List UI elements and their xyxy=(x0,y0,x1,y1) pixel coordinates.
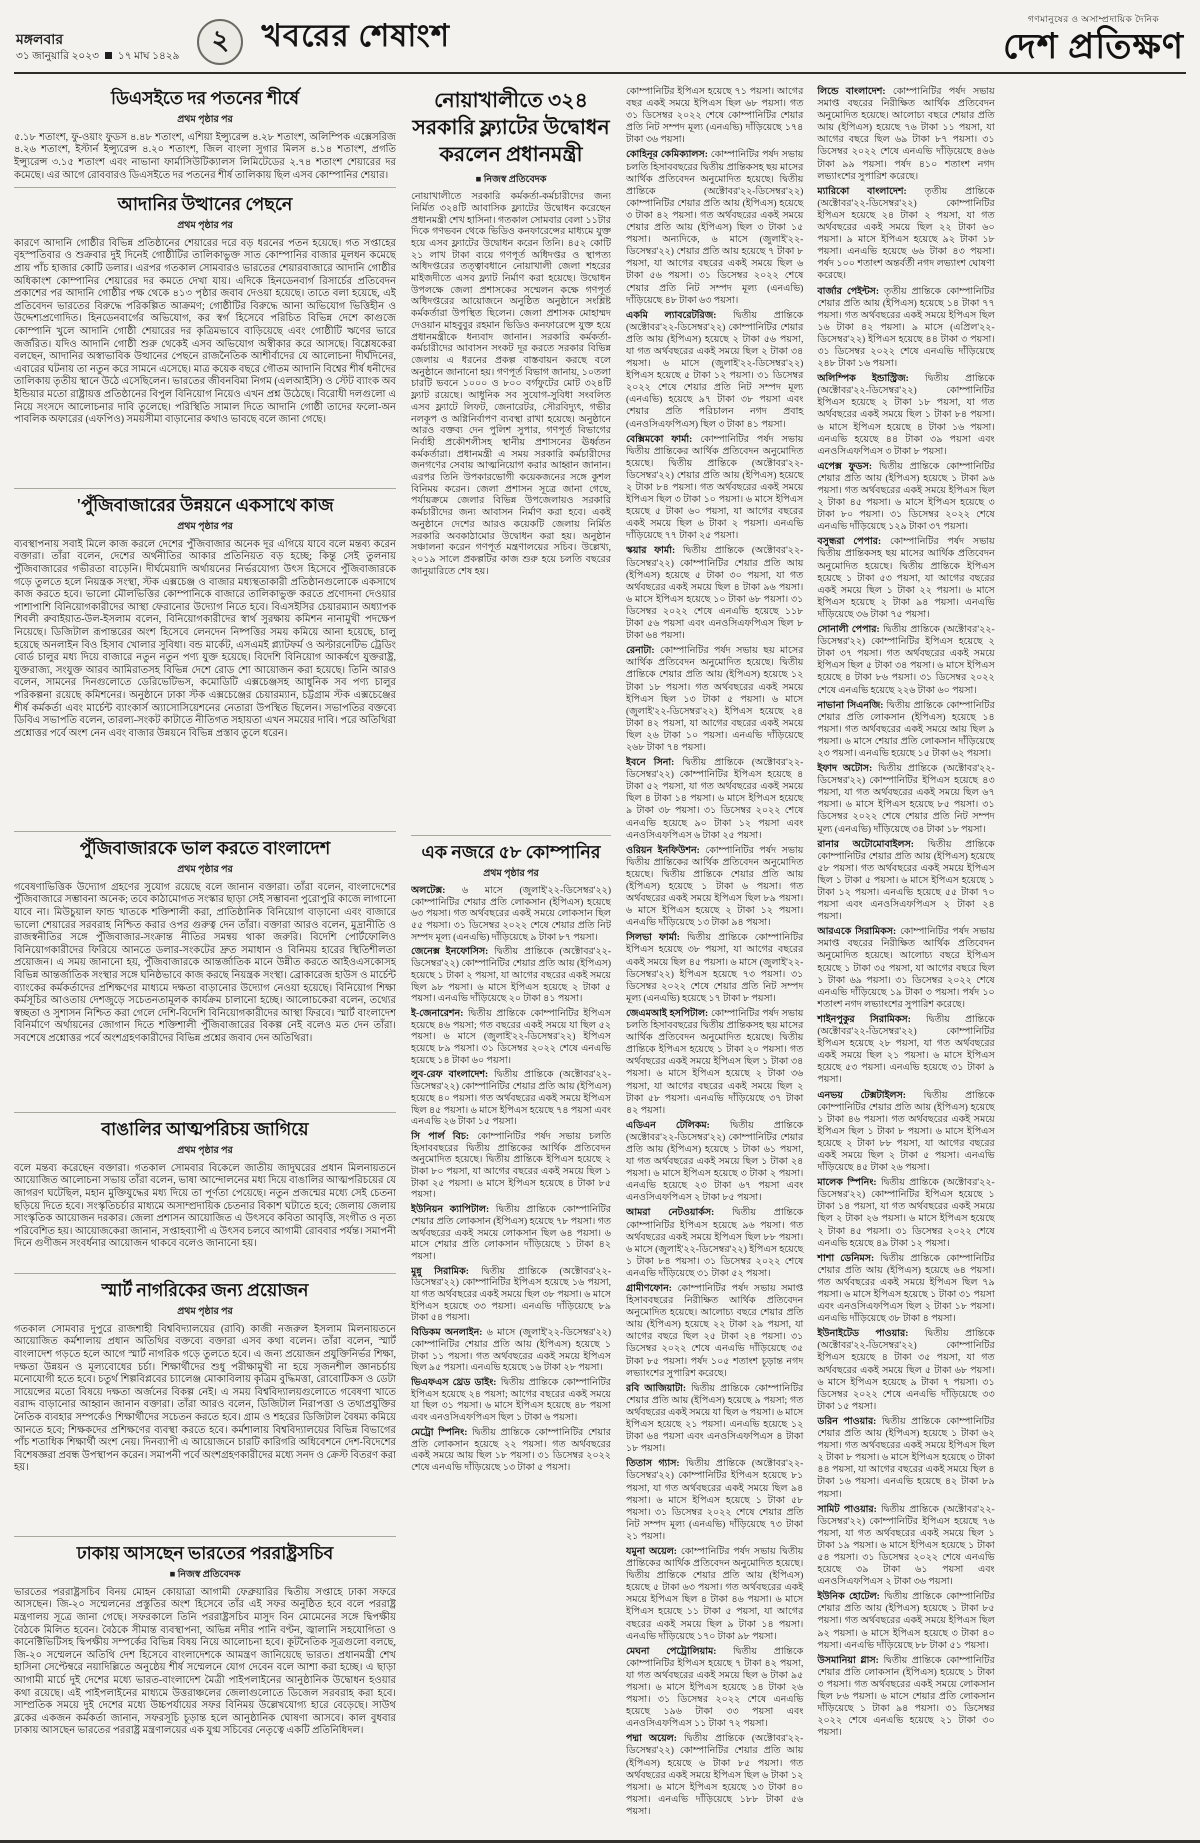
company-report xyxy=(411,1328,611,1375)
article-body: ভারতের পররাষ্ট্রসচিব বিনয় মোহন কোয়াত্রা আগামী ফেব্রুয়ারির দ্বিতীয় সপ্তাহে ঢাকা সফরে আসছেন। জি-২০ সম্মেলনের প্রস্তুতির অংশ হিসেবে তাঁর এই সফর অনুষ্ঠিত হবে বলে পররাষ্ট্র মন্ত্রণালয় সূত্রে জানা গেছে। সফরকালে তিনি পররাষ্ট্রসচিব মাসুদ বিন মোমেনের সঙ্গে দ্বিপক্ষীয় বৈঠকে মিলিত হবেন। বৈঠকে সীমান্ত ব্যবস্থাপনা, অভিন্ন নদীর পানি বণ্টন, জ্বালানি সহযোগিতা ও কানেক্টিভিটিসহ দ্বিপক্ষীয় সম্পর্কের বিভিন্ন বিষয় নিয়ে আলোচনা হবে। কূটনৈতিক সূত্রগুলো বলছে, জি-২০ সম্মেলনে অতিথি দেশ হিসেবে বাংলাদেশকে আমন্ত্রণ জানিয়েছে ভারত। প্রধানমন্ত্রী শেখ হাসিনা সেপ্টেম্বরে নয়াদিল্লিতে অনুষ্ঠেয় শীর্ষ সম্মেলনে যোগ দেবেন বলে আশা করা হচ্ছে। এ ছাড়া আগামী মার্চে দুই দেশের মধ্যে ভারত-বাংলাদেশ মৈত্রী পাইপলাইনের আনুষ্ঠানিক উদ্বোধন হওয়ার কথা রয়েছে। এই পাইপলাইনের মাধ্যমে উত্তরাঞ্চলের জেলাগুলোতে ডিজেল সরবরাহ করা হবে। সাম্প্রতিক সময়ে দুই দেশের মধ্যে উচ্চপর্যায়ের সফর বিনিময় উল্লেখযোগ্য হারে বেড়েছে। সাউথ ব্লকের একজন কর্মকর্তা জানান, সফরসূচি চূড়ান্ত হলে আনুষ্ঠানিক ঘোষণা আসবে। কাল বুধবার ঢাকায় আসছেন ভারতের পররাষ্ট্র মন্ত্রণালয়ের এক যুগ্ম সচিবের নেতৃত্বে একটি প্রতিনিধিদল। xyxy=(14,1586,396,1737)
company-name: বেক্সিমকো ফার্মা: xyxy=(626,434,693,445)
company-report xyxy=(817,1253,994,1326)
company-report xyxy=(411,1205,611,1264)
company-report-text: কোম্পানিটির পর্ষদ সভায় চলতি হিসাববছরের দ্বিতীয় প্রান্তিকসহ ছয় মাসের আর্থিক প্রতিবেদন অনুমোদিত হয়েছে। দ্বিতীয় প্রান্তিকে (অক্টোবর'২২-ডিসেম্বর'২২) কোম্পানিটির শেয়ার প্রতি আয় (ইপিএস) হয়েছে ৩ টাকা ৪২ পয়সা। গত অর্থবছরের একই সময়ে শেয়ার প্রতি আয় (ইপিএস) ছিল ৩ টাকা ১৫ পয়সা। অন্যদিকে, ৬ মাসে (জুলাই'২২-ডিসেম্বর'২২) শেয়ার প্রতি আয় হয়েছে ৭ টাকা ৮ পয়সা, যা আগের বছরের একই সময়ে ছিল ৬ টাকা ৫৬ পয়সা। ৩১ ডিসেম্বর ২০২২ শেষে শেয়ার প্রতি নিট সম্পদ মূল্য (এনএভি) দাঁড়িয়েছে ৪৮ টাকা ৬৩ পয়সা। xyxy=(626,150,804,306)
masthead-dateblock xyxy=(16,32,179,65)
weekday-label: মঙ্গলবার xyxy=(16,33,64,49)
company-report-text: দ্বিতীয় প্রান্তিকে (অক্টোবর'২২-ডিসেম্বর'২২) কোম্পানিটির ইপিএস হয়েছে ২ টাকা ১৮ পয়সা, যা গত অর্থবছরের একই সময়ে ছিল ১ টাকা ৮৪ পয়সা। ৬ মাসে ইপিএস হয়েছে ৪ টাকা ১৬ পয়সা। এনএভি হয়েছে ৪৪ টাকা ৩৯ পয়সা এবং এনওসিএফপিএস ৩ টাকা ৮ পয়সা। xyxy=(817,374,995,457)
company-reports-section xyxy=(626,82,1186,1826)
company-report-text: দ্বিতীয় প্রান্তিকে (অক্টোবর'২২-ডিসেম্বর'২২) কোম্পানিটির শেয়ার প্রতি আয় (ইপিএস) হয়েছে ২ টাকা ৫৬ পয়সা, যা গত অর্থবছরের একই সময়ে ছিল ২ টাকা ৩৪ পয়সা। ৬ মাসে (জুলাই'২২-ডিসেম্বর'২২) ইপিএস হয়েছে ৫ টাকা ১২ পয়সা। ৩১ ডিসেম্বর ২০২২ শেষে শেয়ার প্রতি নিট সম্পদ মূল্য (এনএভি) হয়েছে ৯৭ টাকা ৩৮ পয়সা এবং শেয়ার প্রতি পরিচালন নগদ প্রবাহ (এনওসিএফপিএস) ছিল ৩ টাকা ৪১ পয়সা। xyxy=(626,310,804,430)
company-name: যমুনা অয়েল: xyxy=(626,1546,677,1557)
article-byline: ■ নিজস্ব প্রতিবেদক xyxy=(169,1569,241,1580)
company-report-text: কোম্পানিটির পর্ষদ সভায় সমাপ্ত বছরের নিরীক্ষিত আর্থিক প্রতিবেদন অনুমোদিত হয়েছে। আলোচ্য বছরে শেয়ার প্রতি আয় (ইপিএস) হয়েছে ৭৬ টাকা ১১ পয়সা, যা আগের বছরে ছিল ৬৯ টাকা ৮৭ পয়সা। ৩১ ডিসেম্বর ২০২২ শেষে এনএভি দাঁড়িয়েছে ৪৬৬ টাকা ৯৯ পয়সা। পর্ষদ ৪১০ শতাংশ নগদ লভ্যাংশের সুপারিশ করেছে। xyxy=(817,87,995,182)
article xyxy=(14,1273,396,1531)
article-byline: প্রথম পৃষ্ঠার পর xyxy=(177,1306,233,1317)
company-report-text: দ্বিতীয় প্রান্তিকে (অক্টোবর'২২-ডিসেম্বর'২২) কোম্পানিটির ইপিএস হয়েছে ২ টাকা ৩৭ পয়সা। গত অর্থবছরের একই সময়ে ইপিএস ছিল ৫ টাকা ৩৪ পয়সা। ৬ মাসে ইপিএস হয়েছে ৪ টাকা ৮৬ পয়সা। ৩১ ডিসেম্বর ২০২২ শেষে এনএভি হয়েছে ২২৬ টাকা ৬০ পয়সা। xyxy=(817,625,995,696)
article-headline: বাঙালির আত্মপরিচয় জাগিয়ে xyxy=(101,1119,309,1139)
company-name: এনভয় টেক্সটাইলস: xyxy=(817,1090,906,1101)
company-report xyxy=(411,1132,611,1202)
company-report xyxy=(626,1008,803,1117)
page-number-ornament xyxy=(197,19,243,65)
company-report-text: কোম্পানিটির পর্ষদ সভায় দ্বিতীয় প্রান্তিকের আর্থিক প্রতিবেদন অনুমোদিত হয়েছে। দ্বিতীয় প্রান্তিকে (অক্টোবর'২২-ডিসেম্বর'২২) শেয়ার প্রতি আয় (ইপিএস) হয়েছে ২ টাকা ৮৪ পয়সা। গত অর্থবছরের একই সময়ে ইপিএস ছিল ৩ টাকা ১০ পয়সা। ৬ মাসে ইপিএস হয়েছে ৫ টাকা ৬০ পয়সা, যা আগের বছরের একই সময়ে ছিল ৬ টাকা ২ পয়সা। এনএভি দাঁড়িয়েছে ৭৭ টাকা ২৫ পয়সা। xyxy=(626,434,804,542)
company-name: জেএমআই হসপিটাল: xyxy=(626,1008,709,1019)
company-name: সামিট পাওয়ার: xyxy=(817,1504,877,1515)
article-flats-inauguration xyxy=(411,82,611,830)
article-headline: আদানির উত্থানের পেছনে xyxy=(117,194,293,214)
company-report xyxy=(626,434,803,543)
company-report xyxy=(817,1504,994,1589)
company-report-text: দ্বিতীয় প্রান্তিকে কোম্পানিটির শেয়ার প্রতি আয় (ইপিএস) হয়েছে ৬৪ পয়সা। গত অর্থবছরের একই সময়ে ইপিএস ছিল ৭৯ পয়সা। ৬ মাসে ইপিএস হয়েছে ১ টাকা ৩১ পয়সা এবং এনওসিএফপিএস ছিল ২ টাকা ১৮ পয়সা। এনএভি দাঁড়িয়েছে ৩৮ টাকা ৪ পয়সা। xyxy=(817,1253,995,1325)
company-report xyxy=(817,461,994,534)
company-report xyxy=(817,839,994,924)
article-headline: 'পুঁজিবাজারের উন্নয়নে একসাথে কাজ xyxy=(76,495,334,515)
company-report-text: দ্বিতীয় প্রান্তিকে (অক্টোবর'২২-ডিসেম্বর'২২) কোম্পানিটির ইপিএস হয়েছে ৪ টাকা ৫২ পয়সা, যা গত অর্থবছরের একই সময়ে ছিল ৪ টাকা ১৪ পয়সা। ৬ মাসে ইপিএস হয়েছে ৯ টাকা ৩৮ পয়সা। ৩১ ডিসেম্বর ২০২২ শেষে এনএভি হয়েছে ৯০ টাকা ১২ পয়সা এবং এনওসিএফপিএস ৬ টাকা ২৫ পয়সা। xyxy=(626,758,804,841)
company-report-text: দ্বিতীয় প্রান্তিকে কোম্পানিটির ইপিএস হয়েছে ৩৮ পয়সা, যা আগের বছরের একই সময়ে ছিল ৪৫ পয়সা। ৬ মাসে (জুলাই'২২-ডিসেম্বর'২২) ইপিএস হয়েছে ৭৩ পয়সা। ৩১ ডিসেম্বর ২০২২ শেষে শেয়ার প্রতি নিট সম্পদ মূল্য (এনএভি) হয়েছে ১৭ টাকা ৮ পয়সা। xyxy=(626,933,804,1004)
company-report-text: কোম্পানিটির পর্ষদ সভায় চলতি হিসাববছরের দ্বিতীয় প্রান্তিকের আর্থিক প্রতিবেদন অনুমোদিত হয়েছে। দ্বিতীয় প্রান্তিকে ইপিএস হয়েছে ২ টাকা ৮০ পয়সা, যা আগের বছরের একই সময়ে ছিল ১ টাকা ২৫ পয়সা। ৬ মাসে ইপিএস হয়েছে ৪ টাকা ৮৫ পয়সা। xyxy=(411,1131,611,1201)
company-report xyxy=(626,932,803,1005)
company-report xyxy=(626,757,803,842)
company-report xyxy=(626,1207,803,1280)
company-report-text: দ্বিতীয় প্রান্তিকে (অক্টোবর'২২-ডিসেম্বর'২২) কোম্পানিটির ইপিএস হয়েছে ২৮ পয়সা, যা গত অর্থবছরের একই সময়ে ছিল ২১ পয়সা। ৬ মাসে ইপিএস হয়েছে ৫৩ পয়সা। এনএভি হয়েছে ৩১ টাকা ৯ পয়সা। xyxy=(817,1014,995,1086)
paper-tagline: গণমানুষের ও অসাম্প্রদায়িক দৈনিক xyxy=(1027,14,1160,24)
company-report xyxy=(817,926,994,1011)
company-report-text: দ্বিতীয় প্রান্তিকে কোম্পানিটির শেয়ার প্রতি আয় (ইপিএস) হয়েছে ১ টাকা ৮৫ পয়সা। গত অর্থবছরের একই সময়ে ইপিএস ছিল ৯২ পয়সা। ৬ মাসে ইপিএস হয়েছে ৩ টাকা ৪০ পয়সা। এনএভি দাঁড়িয়েছে ৮৮ টাকা ৫১ পয়সা। xyxy=(817,1592,995,1651)
company-report-text: দ্বিতীয় প্রান্তিকে (অক্টোবর'২২-ডিসেম্বর'২২) কোম্পানিটির ইপিএস হয়েছে ১ টাকা ১৪ পয়সা, যা গত অর্থবছরের একই সময়ে ছিল ২ টাকা ২৬ পয়সা। ৬ মাসে ইপিএস হয়েছে ২ টাকা ৪৫ পয়সা। ৩১ ডিসেম্বর ২০২২ শেষে এনএভি হয়েছে ৪৯ টাকা ১২ পয়সা। xyxy=(817,1178,995,1249)
company-name: অলিম্পিক ইন্ডাস্ট্রিজ: xyxy=(817,374,909,385)
company-report xyxy=(817,536,994,621)
company-report-text: দ্বিতীয় প্রান্তিকে কোম্পানিটির শেয়ার প্রতি লোকসান (ইপিএস) হয়েছে ১৪ পয়সা। গত অর্থবছরের একই সময়ে আয় ছিল ৯ পয়সা। ৬ মাসে শেয়ার প্রতি লোকসান দাঁড়িয়েছে ২৩ পয়সা। এনএভি হয়েছে ১৫ টাকা ৬২ পয়সা। xyxy=(817,700,995,759)
company-name: সি পার্ল বিচ: xyxy=(411,1131,470,1142)
company-name: ম্যারিকো বাংলাদেশ: xyxy=(817,186,907,197)
company-name: এপেক্স ফুডস: xyxy=(817,461,873,472)
company-name: রবি আজিয়াটা: xyxy=(626,1383,687,1394)
company-name: গ্রামীণফোন: xyxy=(626,1284,672,1294)
company-name: মেঘনা পেট্রোলিয়াম: xyxy=(626,1646,717,1657)
company-report xyxy=(626,845,803,930)
company-name: ই-জেনারেশন: xyxy=(411,1008,464,1019)
company-name: রেনাটা: xyxy=(626,646,655,657)
company-report xyxy=(626,1120,803,1205)
company-name: ইউনিয়ন ক্যাপিটাল: xyxy=(411,1205,490,1216)
company-report xyxy=(411,947,611,1006)
paper-name: দেশ প্রতিক্ষণ xyxy=(1003,27,1184,66)
company-report xyxy=(817,1416,994,1501)
company-report-text: ৬ মাসে (জুলাই'২২-ডিসেম্বর'২২) কোম্পানিটির শেয়ার প্রতি আয় (ইপিএস) হয়েছে ১ টাকা ১১ পয়সা। গত অর্থবছরের একই সময়ে ইপিএস ছিল ৯৫ পয়সা। এনএভি হয়েছে ১৬ টাকা ২৮ পয়সা। xyxy=(411,1328,611,1374)
company-report-text: দ্বিতীয় প্রান্তিকে কোম্পানিটির শেয়ার প্রতি আয় (ইপিএস) হয়েছে ১ টাকা ৪৬ পয়সা। গত অর্থবছরের একই সময়ে ইপিএস ছিল ১ টাকা ৮ পয়সা। ৬ মাসে ইপিএস হয়েছে ২ টাকা ৮৮ পয়সা, যা আগের বছরের একই সময়ে ছিল ২ টাকা ৫ পয়সা। এনএভি দাঁড়িয়েছে ৪৫ টাকা ২৬ পয়সা। xyxy=(817,1090,995,1174)
article-headline: স্মার্ট নাগরিকের জন্য প্রয়োজন xyxy=(101,1280,309,1300)
company-report-text: দ্বিতীয় প্রান্তিকে (অক্টোবর'২২-ডিসেম্বর'২২) কোম্পানিটির ইপিএস হয়েছে ৭৬ পয়সা, যা গত অর্থবছরের একই সময়ে ছিল ১ টাকা ১৯ পয়সা। ৬ মাসে ইপিএস হয়েছে ১ টাকা ৫৪ পয়সা। ৩১ ডিসেম্বর ২০২২ শেষে এনএভি হয়েছে ৩৯ টাকা ৬১ পয়সা এবং এনওসিএফপিএস ২ টাকা ৩৬ পয়সা। xyxy=(817,1504,995,1588)
article xyxy=(14,488,396,826)
company-report-text: কোম্পানিটির পর্ষদ সভায় দ্বিতীয় প্রান্তিকের আর্থিক প্রতিবেদন অনুমোদিত হয়েছে। দ্বিতীয় প্রান্তিকে শেয়ার প্রতি আয় (ইপিএস) হয়েছে ৫ টাকা ৬৩ পয়সা। গত অর্থবছরের একই সময়ে ইপিএস ছিল ৪ টাকা ৪৬ পয়সা। ৬ মাসে ইপিএস হয়েছে ১১ টাকা ৫ পয়সা, যা আগের বছরের একই সময়ে ছিল ৯ টাকা ১৪ পয়সা। এনএভি দাঁড়িয়েছে ১৭০ টাকা ৯৮ পয়সা। xyxy=(626,1546,804,1642)
article-byline: প্রথম পৃষ্ঠার পর xyxy=(177,220,233,231)
article xyxy=(14,1112,396,1268)
company-report xyxy=(817,1014,994,1087)
company-report-text: ৬ মাসে (জুলাই'২২-ডিসেম্বর'২২) কোম্পানিটির শেয়ার প্রতি লোকসান (ইপিএস) হয়েছে ৬৩ পয়সা। গত অর্থবছরের একই সময়ে লোকসান ছিল ৫৫ পয়সা। ৩১ ডিসেম্বর ২০২২ শেষে শেয়ার প্রতি নিট সম্পদ মূল্য (এনএভি) দাঁড়িয়েছে ৯ টাকা ৮৭ পয়সা। xyxy=(411,885,611,943)
middle-column xyxy=(411,82,611,1826)
company-report xyxy=(817,186,994,283)
article-byline: প্রথম পৃষ্ঠার পর xyxy=(177,114,233,125)
company-report-text: কোম্পানিটির পর্ষদ সভায় সমাপ্ত বছরের নিরীক্ষিত আর্থিক প্রতিবেদন অনুমোদিত হয়েছে। আলোচ্য বছরে ইপিএস হয়েছে ১ টাকা ৩৫ পয়সা, যা আগের বছরে ছিল ১ টাকা ৬৯ পয়সা। ৩১ ডিসেম্বর ২০২২ শেষে এনএভি দাঁড়িয়েছে ১৯ টাকা ৩ পয়সা। পর্ষদ ১০ শতাংশ নগদ লভ্যাংশের সুপারিশ করেছে। xyxy=(817,927,995,1010)
article-body: কারণে আদানি গোষ্ঠীর বিভিন্ন প্রতিষ্ঠানের শেয়ারের দরে বড় ধরনের পতন হয়েছে। গত সপ্তাহের বৃহস্পতিবার ও শুক্রবার দুই দিনেই গোষ্ঠীটির তালিকাভুক্ত সাত কোম্পানির বাজার মূলধন কমেছে প্রায় পাঁচ হাজার কোটি ডলার। এরপর গতকাল সোমবারও ভারতের শেয়ারবাজারে আদানি গোষ্ঠীর অধিকাংশ কোম্পানির শেয়ারের দর কমতে দেখা যায়। এদিকে হিনডেনবার্গ রিসার্চের প্রতিবেদন প্রকাশের পর আদানি গোষ্ঠীর পক্ষ থেকে ৪১৩ পৃষ্ঠার জবাব দেওয়া হয়েছে। তাতে বলা হয়েছে, এই প্রতিবেদন ভারতের বিরুদ্ধে পরিকল্পিত আক্রমণ; গোষ্ঠীটির বিরুদ্ধে আনা অভিযোগ ভিত্তিহীন ও উদ্দেশ্যপ্রণোদিত। হিনডেনবার্গের অভিযোগ, কর স্বর্গ হিসেবে পরিচিত বিভিন্ন দেশে কাগুজে কোম্পানি খুলে আদানি গোষ্ঠী শেয়ারের দর কৃত্রিমভাবে বাড়িয়েছে এবং গোষ্ঠীটি ঋণের ভারে জর্জরিত। যদিও আদানি গোষ্ঠী শুরু থেকেই এসব অভিযোগ অস্বীকার করে আসছে। বিশ্লেষকেরা বলছেন, আদানির অস্বাভাবিক উত্থানের পেছনে রাজনৈতিক আশীর্বাদের যে আলোচনা দীর্ঘদিনের, এবারের ঘটনায় তা নতুন করে সামনে এসেছে। মাত্র কয়েক বছরে গৌতম আদানি বিশ্বের শীর্ষ ধনীদের তালিকায় তৃতীয় স্থানে উঠে এসেছিলেন। ভারতের জীবনবিমা নিগম (এলআইসি) ও স্টেট ব্যাংক অব ইন্ডিয়ার মতো রাষ্ট্রায়ত্ত প্রতিষ্ঠানের বিপুল বিনিয়োগ নিয়েও এখন প্রশ্ন উঠেছে। বিরোধী দলগুলো এ নিয়ে সংসদে আলোচনার দাবি তুলেছে। পরিস্থিতি সামাল দিতে আদানি গোষ্ঠী তাদের ফলো-অন পাবলিক অফারের (এফপিও) সময়সীমা বাড়ানোর কথাও ভাবছে বলে জানা গেছে। xyxy=(14,237,396,426)
company-report xyxy=(817,1090,994,1175)
company-report-text: দ্বিতীয় প্রান্তিকে কোম্পানিটির ইপিএস হয়েছে ৭ টাকা ৪২ পয়সা, যা গত অর্থবছরের একই সময়ে ছিল ৬ টাকা ৯৫ পয়সা। ৬ মাসে ইপিএস হয়েছে ১৪ টাকা ২৬ পয়সা। ৩১ ডিসেম্বর ২০২২ শেষে এনএভি হয়েছে ১৯৬ টাকা ৩৩ পয়সা এবং এনওসিএফপিএস ১১ টাকা ৭২ পয়সা। xyxy=(626,1646,804,1730)
article-body: ৫.১৮ শতাংশ, ফু-ওয়াং ফুডস ৪.৪৮ শতাংশ, এশিয়া ইন্স্যুরেন্স ৪.২৮ শতাংশ, অলিম্পিক এক্সেসরিজ ৪.২৬ শতাংশ, ইস্টার্ন ইন্স্যুরেন্স ৪.২০ শতাংশ, জিল বাংলা সুগার মিলস ৪.১৪ শতাংশ, প্রগতি ইন্স্যুরেন্স ৩.১৫ শতাংশ এবং নাভানা ফার্মাসিউটিক্যালস লিমিটেডের ২.৭৪ শতাংশ শেয়ারের দর কমেছে। এর আগে রোববারও ডিএসইতে দর পতনের শীর্ষ তালিকায় ছিল এসব কোম্পানির শেয়ার। xyxy=(14,131,396,181)
company-report xyxy=(411,1009,611,1068)
company-report-text: দ্বিতীয় প্রান্তিকে (অক্টোবর'২২-ডিসেম্বর'২২) কোম্পানিটির ইপিএস হয়েছে ৪ টাকা ৩৫ পয়সা, যা গত অর্থবছরের একই সময়ে ছিল ৫ টাকা ৬৮ পয়সা। ৬ মাসে ইপিএস হয়েছে ৯ টাকা ৭ পয়সা। ৩১ ডিসেম্বর ২০২২ শেষে এনএভি দাঁড়িয়েছে ৩৩ টাকা ১৫ পয়সা। xyxy=(817,1329,995,1412)
company-report-text: দ্বিতীয় প্রান্তিকে কোম্পানিটির ইপিএস হয়েছে ২৪ পয়সা; আগের বছরের একই সময়ে যা ছিল ৩১ পয়সা। ৬ মাসে ইপিএস হয়েছে ৪৮ পয়সা এবং এনওসিএফপিএস ছিল ১ টাকা ৬ পয়সা। xyxy=(411,1378,611,1424)
company-name: রানার অটোমোবাইলস: xyxy=(817,839,914,850)
company-report-text: দ্বিতীয় প্রান্তিকে (অক্টোবর'২২-ডিসেম্বর'২২) কোম্পানিটির শেয়ার প্রতি আয় (ইপিএস) হয়েছে ১ টাকা ২ পয়সা, যা আগের বছরের একই সময়ে ছিল ৯৮ পয়সা। ৬ মাসে ইপিএস হয়েছে ২ টাকা ৫ পয়সা। এনএভি দাঁড়িয়েছে ২০ টাকা ৪১ পয়সা। xyxy=(411,947,611,1005)
company-name: ডরিন পাওয়ার: xyxy=(817,1416,877,1427)
company-report xyxy=(626,1383,803,1456)
company-report xyxy=(817,1591,994,1651)
article-byline: প্রথম পৃষ্ঠার পর xyxy=(483,868,539,879)
company-name: কোহিনূর কেমিক্যালস: xyxy=(626,150,708,161)
company-report xyxy=(411,1070,611,1129)
company-report xyxy=(817,1328,994,1413)
company-report xyxy=(626,1546,803,1643)
company-report-text: কোম্পানিটির ইপিএস হয়েছে ৭১ পয়সা। আগের বছর একই সময়ে ইপিএস ছিল ৬৮ পয়সা। গত ৩১ ডিসেম্বর ২০২২ শেষে কোম্পানিটির শেয়ার প্রতি নিট সম্পদ মূল্য (এনএভি) দাঁড়িয়েছে ১৭৪ টাকা ৩৬ পয়সা। xyxy=(626,87,804,146)
company-report-text: দ্বিতীয় প্রান্তিকে (অক্টোবর'২২-ডিসেম্বর'২২) কোম্পানিটির শেয়ার প্রতি আয় (ইপিএস) হয়েছে ৪০ পয়সা। গত অর্থবছরের একই সময়ে ইপিএস ছিল ৪৫ পয়সা। ৬ মাসে ইপিএস হয়েছে ৭৪ পয়সা এবং এনএভি ২৬ টাকা ১৫ পয়সা। xyxy=(411,1070,611,1128)
company-name: আরএকে সিরামিকস: xyxy=(817,927,897,938)
paper-brand xyxy=(1003,12,1184,65)
company-report xyxy=(817,286,994,371)
company-report xyxy=(626,1646,803,1731)
company-report-text: দ্বিতীয় প্রান্তিকে কোম্পানিটির ইপিএস হয়েছে ৯৬ পয়সা। গত অর্থবছরের একই সময়ে ইপিএস ছিল ৮৮ পয়সা। ৬ মাসে (জুলাই'২২-ডিসেম্বর'২২) ইপিএস হয়েছে ১ টাকা ৮৪ পয়সা। ৩১ ডিসেম্বর ২০২২ শেষে এনএভি দাঁড়িয়েছে ৩১ টাকা ৫২ পয়সা। xyxy=(626,1208,804,1279)
company-name: সিলভা ফার্মা: xyxy=(626,933,680,944)
company-name: অলটেক্স: xyxy=(411,885,446,896)
date-bangla: ১৭ মাঘ ১৪২৯ xyxy=(117,50,180,62)
company-report xyxy=(817,1655,994,1740)
company-report xyxy=(411,1267,611,1326)
article xyxy=(14,187,396,483)
article-headline: পুঁজিবাজারকে ভাল করতে বাংলাদেশ xyxy=(79,838,331,858)
article-body: নোয়াখালীতে সরকারি কর্মকর্তা-কর্মচারীদের জন্য নির্মিত ৩২৪টি আবাসিক ফ্ল্যাটের উদ্বোধন করেছেন প্রধানমন্ত্রী শেখ হাসিনা। গতকাল সোমবার বেলা ১১টার দিকে গণভবন থেকে ভিডিও কনফারেন্সের মাধ্যমে যুক্ত হয়ে এসব ফ্ল্যাটের উদ্বোধন করেন তিনি। ৪৫২ কোটি ২১ লাখ টাকা ব্যয়ে গণপূর্ত অধিদপ্তর ও স্থাপত্য অধিদপ্তরের তত্ত্বাবধানে নোয়াখালী জেলা শহরের মাইজদীতে এসব ফ্ল্যাট নির্মাণ করা হয়েছে। উদ্বোধন উপলক্ষে জেলা প্রশাসকের সম্মেলন কক্ষে গণপূর্ত অধিদপ্তরের আয়োজনে অনুষ্ঠিত অনুষ্ঠানে সংশ্লিষ্ট কর্মকর্তারা উপস্থিত ছিলেন। জেলা প্রশাসক মোহাম্মদ দেওয়ান মাহবুবুর রহমান ভিডিও কনফারেন্সে যুক্ত হয়ে প্রধানমন্ত্রীকে ধন্যবাদ জানান। সরকারি কর্মকর্তা-কর্মচারীদের আবাসন সংকট দূর করতে সরকার বিভিন্ন জেলায় এ ধরনের প্রকল্প বাস্তবায়ন করছে বলে অনুষ্ঠানে জানানো হয়। গণপূর্ত বিভাগ জানায়, ১০তলা চারটি ভবনে ১০০০ ও ৮০০ বর্গফুটের মোট ৩২৪টি ফ্ল্যাট রয়েছে। আধুনিক সব সুযোগ-সুবিধা সংবলিত এসব ফ্ল্যাটে লিফট, জেনারেটর, সৌরবিদ্যুৎ, গভীর নলকূপ ও অগ্নিনির্বাপণ ব্যবস্থা রাখা হয়েছে। অনুষ্ঠানে আরও বক্তব্য দেন পুলিশ সুপার, গণপূর্ত বিভাগের নির্বাহী প্রকৌশলীসহ স্থানীয় প্রশাসনের ঊর্ধ্বতন কর্মকর্তারা। প্রধানমন্ত্রী এ সময় সরকারি কর্মচারীদের জনগণের সেবায় আত্মনিয়োগ করার আহ্বান জানান। এরপর তিনি উপকারভোগী কয়েকজনের সঙ্গে কুশল বিনিময় করেন। জেলা প্রশাসন সূত্রে জানা গেছে, পর্যায়ক্রমে জেলার বিভিন্ন উপজেলায়ও সরকারি কর্মচারীদের জন্য আবাসন নির্মাণ করা হবে। একই অনুষ্ঠানে দেশের আরও কয়েকটি জেলায় নির্মিত সরকারি অবকাঠামোর উদ্বোধন করা হয়। অনুষ্ঠান সঞ্চালনা করেন গণপূর্ত মন্ত্রণালয়ের সচিব। উল্লেখ্য, ২০১৯ সালে প্রকল্পটির কাজ শুরু হয়ে চলতি বছরের জানুয়ারিতে শেষ হয়। xyxy=(411,192,611,577)
article xyxy=(14,1536,396,1826)
article-byline: ■ নিজস্ব প্রতিবেদক xyxy=(475,175,547,186)
company-name: মেট্রো স্পিনিং: xyxy=(411,1427,468,1438)
company-name: ইফাদ অটোস: xyxy=(817,764,873,775)
company-name: ইউনিক হোটেল: xyxy=(817,1592,880,1603)
company-report xyxy=(626,1458,803,1543)
date-separator-icon xyxy=(105,52,112,59)
company-name: জেনেক্স ইনফোসিস: xyxy=(411,947,489,958)
company-report-text: দ্বিতীয় প্রান্তিকে (অক্টোবর'২২-ডিসেম্বর'২২) কোম্পানিটির ইপিএস হয়েছে ৪৩ পয়সা, যা গত অর্থবছরের একই সময়ে ছিল ৬৭ পয়সা। ৬ মাসে ইপিএস হয়েছে ৮৫ পয়সা। ৩১ ডিসেম্বর ২০২২ শেষে শেয়ার প্রতি নিট সম্পদ মূল্য (এনএভি) দাঁড়িয়েছে ৩৪ টাকা ১৮ পয়সা। xyxy=(817,764,995,835)
article-body: গতকাল সোমবার দুপুরে রাজশাহী বিশ্ববিদ্যালয়ের (রাবি) কাজী নজরুল ইসলাম মিলনায়তনে আয়োজিত কর্মশালায় প্রধান অতিথির বক্তব্যে বক্তারা এসব কথা বলেন। তাঁরা বলেন, স্মার্ট বাংলাদেশ গড়তে হলে আগে স্মার্ট নাগরিক গড়ে তুলতে হবে। এ জন্য প্রয়োজন প্রযুক্তিনির্ভর শিক্ষা, দক্ষতা উন্নয়ন ও মূল্যবোধের চর্চা। শিক্ষার্থীদের শুধু পরীক্ষামুখী না হয়ে সৃজনশীল জ্ঞানচর্চায় মনোযোগী হতে হবে। চতুর্থ শিল্পবিপ্লবের চ্যালেঞ্জ মোকাবিলায় কৃত্রিম বুদ্ধিমত্তা, রোবোটিকস ও ডেটা সায়েন্সের মতো বিষয়ে দক্ষতা অর্জনের বিকল্প নেই। এ সময় বিশ্ববিদ্যালয়গুলোতে গবেষণা খাতে বরাদ্দ বাড়ানোর আহ্বান জানান বক্তারা। তাঁরা আরও বলেন, ডিজিটাল নিরাপত্তা ও তথ্যপ্রযুক্তির নৈতিক ব্যবহার সম্পর্কেও শিক্ষার্থীদের সচেতন করতে হবে। গ্রাম ও শহরের ডিজিটাল বৈষম্য কমিয়ে আনতে হবে; শিক্ষকদের প্রশিক্ষণের ব্যবস্থা করতে হবে। কর্মশালায় বিশ্ববিদ্যালয়ের বিভিন্ন বিভাগের পাঁচ শতাধিক শিক্ষার্থী অংশ নেয়। দিনব্যাপী এ আয়োজনে চারটি কারিগরি অধিবেশনে দেশ-বিদেশের বিশেষজ্ঞরা প্রবন্ধ উপস্থাপন করেন। সমাপনী পর্বে অংশগ্রহণকারীদের মধ্যে সনদ ও ক্রেস্ট বিতরণ করা হয়। xyxy=(14,1323,396,1474)
company-report-text: দ্বিতীয় প্রান্তিকে কোম্পানিটির ইপিএস হয়েছে ৪৬ পয়সা; গত বছরের একই সময়ে যা ছিল ৫২ পয়সা। ৬ মাসে (জুলাই'২২-ডিসেম্বর'২২) ইপিএস হয়েছে ৮৯ পয়সা। ৩১ ডিসেম্বর ২০২২ শেষে এনএভি হয়েছে ১৪ টাকা ৬০ পয়সা। xyxy=(411,1008,611,1066)
company-report-text: দ্বিতীয় প্রান্তিকে (অক্টোবর'২২-ডিসেম্বর'২২) কোম্পানিটির শেয়ার প্রতি আয় (ইপিএস) হয়েছে ৬ টাকা ৮৫ পয়সা। গত অর্থবছরের একই সময়ে ইপিএস ছিল ৬ টাকা ১২ পয়সা। ৬ মাসে ইপিএস হয়েছে ১৩ টাকা ৪০ পয়সা। এনএভি দাঁড়িয়েছে ১৮৮ টাকা ৫৬ পয়সা। xyxy=(626,1734,804,1817)
company-report xyxy=(817,624,994,697)
article-body: গবেষণাভিত্তিক উদ্যোগ গ্রহণের সুযোগ রয়েছে বলে জানান বক্তারা। তাঁরা বলেন, বাংলাদেশের পুঁজিবাজারে সম্ভাবনা অনেক; তবে কাঠামোগত সংস্কার ছাড়া সেই সম্ভাবনা পুরোপুরি কাজে লাগানো যাবে না। মিউচুয়াল ফান্ড খাতকে শক্তিশালী করা, প্রাতিষ্ঠানিক বিনিয়োগ বাড়ানো এবং বাজারে ভালো শেয়ারের সরবরাহ নিশ্চিত করার ওপর গুরুত্ব দেন তাঁরা। বক্তারা আরও বলেন, মুদ্রানীতি ও রাজস্বনীতির সঙ্গে পুঁজিবাজার-সংক্রান্ত নীতির সমন্বয় থাকা জরুরি। বিদেশি পোর্টফোলিও বিনিয়োগকারীদের ফিরিয়ে আনতে ডলার-সংকটের দ্রুত সমাধান ও বিনিময় হারের স্থিতিশীলতা প্রয়োজন। এ সময় জানানো হয়, পুঁজিবাজারকে আন্তর্জাতিক মানে উন্নীত করতে আইওএসকোসহ বিভিন্ন আন্তর্জাতিক সংস্থার সঙ্গে ঘনিষ্ঠভাবে কাজ করছে নিয়ন্ত্রক সংস্থা। ব্রোকারেজ হাউস ও মার্চেন্ট ব্যাংকের কর্মকর্তাদের প্রশিক্ষণের মাধ্যমে দক্ষতা বাড়ানোর উদ্যোগ নেওয়া হয়েছে। বিনিয়োগ শিক্ষা কর্মসূচির আওতায় দেশজুড়ে সচেতনতামূলক কার্যক্রম চালানো হচ্ছে। আলোচকেরা বলেন, তথ্যের স্বচ্ছতা ও সুশাসন নিশ্চিত করা গেলে দেশি-বিদেশি বিনিয়োগকারীদের আস্থা ফিরবে। স্মার্ট বাংলাদেশ বিনির্মাণে অর্থায়নের জোগান দিতে শক্তিশালী পুঁজিবাজারের বিকল্প নেই বলেও মত দেন তাঁরা। সবশেষে প্রশ্নোত্তর পর্বে অংশগ্রহণকারীদের বিভিন্ন প্রশ্নের জবাব দেন অতিথিরা। xyxy=(14,881,396,1044)
company-report xyxy=(626,645,803,754)
article-byline: প্রথম পৃষ্ঠার পর xyxy=(177,864,233,875)
company-name: উসমানিয়া গ্লাস: xyxy=(817,1655,879,1666)
company-report-text: দ্বিতীয় প্রান্তিকে (অক্টোবর'২২-ডিসেম্বর'২২) কোম্পানিটির ইপিএস হয়েছে ১৬ পয়সা, যা গত অর্থবছরের একই সময়ে ছিল ৩৮ পয়সা। ৬ মাসে ইপিএস হয়েছে ৩৩ পয়সা। এনএভি দাঁড়িয়েছে ৮৯ টাকা ৫৪ পয়সা। xyxy=(411,1266,611,1324)
company-report xyxy=(411,1378,611,1425)
company-report-text: দ্বিতীয় প্রান্তিকে (অক্টোবর'২২-ডিসেম্বর'২২) কোম্পানিটির ইপিএস হয়েছে ৮১ পয়সা, যা গত অর্থবছরের একই সময়ে ছিল ৯৪ পয়সা। ৬ মাসে ইপিএস হয়েছে ১ টাকা ৫৮ পয়সা। ৩১ ডিসেম্বর ২০২২ শেষে শেয়ার প্রতি নিট সম্পদ মূল্য (এনএভি) দাঁড়িয়েছে ৭৩ টাকা ২১ পয়সা। xyxy=(626,1459,804,1542)
article-byline: প্রথম পৃষ্ঠার পর xyxy=(177,521,233,532)
company-report xyxy=(817,700,994,760)
company-report-text: কোম্পানিটির পর্ষদ সভায় চলতি হিসাববছরের দ্বিতীয় প্রান্তিকসহ ছয় মাসের আর্থিক প্রতিবেদন অনুমোদিত হয়েছে। দ্বিতীয় প্রান্তিকে ইপিএস হয়েছে ১ টাকা ২০ পয়সা। গত অর্থবছরের একই সময়ে ইপিএস ছিল ১ টাকা ৩৪ পয়সা। ৬ মাসে ইপিএস হয়েছে ২ টাকা ৩৬ পয়সা, যা আগের বছরের একই সময়ে ছিল ২ টাকা ৫৮ পয়সা। এনএভি দাঁড়িয়েছে ৩৭ টাকা ৪২ পয়সা। xyxy=(626,1008,804,1116)
company-name: বসুন্ধরা পেপার: xyxy=(817,537,882,548)
dateline xyxy=(16,50,179,63)
company-report-text: কোম্পানিটির পর্ষদ সভায় দ্বিতীয় প্রান্তিকের আর্থিক প্রতিবেদন অনুমোদিত হয়েছে। দ্বিতীয় প্রান্তিকে শেয়ার প্রতি আয় (ইপিএস) হয়েছে ১ টাকা ৬ পয়সা। গত অর্থবছরের একই সময়ে ইপিএস ছিল ৮৯ পয়সা। ৬ মাসে ইপিএস হয়েছে ২ টাকা ১২ পয়সা। এনএভি দাঁড়িয়েছে ১৩ টাকা ৯৪ পয়সা। xyxy=(626,845,804,929)
company-report-text: দ্বিতীয় প্রান্তিকে কোম্পানিটির শেয়ার প্রতি আয় (ইপিএস) হয়েছে ১ টাকা ৬২ পয়সা। গত অর্থবছরের একই সময়ে ইপিএস ছিল ২ টাকা ৮ পয়সা। ৬ মাসে ইপিএস হয়েছে ৩ টাকা ৪৪ পয়সা, যা আগের বছরের একই সময়ে ছিল ৪ টাকা ১৬ পয়সা। এনএভি হয়েছে ৪২ টাকা ৮৯ পয়সা। xyxy=(817,1416,995,1500)
page-content xyxy=(14,82,1186,1826)
company-name: বার্জার পেইন্টস: xyxy=(817,286,879,297)
company-name: আমরা নেটওয়ার্কস: xyxy=(626,1208,715,1219)
company-name: শাইনপুকুর সিরামিকস: xyxy=(817,1014,911,1025)
company-report xyxy=(817,763,994,836)
company-name: বিডিকম অনলাইন: xyxy=(411,1328,483,1339)
company-name: লিন্ডে বাংলাদেশ: xyxy=(817,87,886,97)
company-report-text: দ্বিতীয় প্রান্তিকে (অক্টোবর'২২-ডিসেম্বর'২২) কোম্পানিটির শেয়ার প্রতি আয় (ইপিএস) হয়েছে ১ টাকা ৬১ পয়সা, যা গত অর্থবছরের একই সময়ে ছিল ১ টাকা ২৪ পয়সা। ৬ মাসে ইপিএস হয়েছে ৩ টাকা ২ পয়সা। এনএভি হয়েছে ২৩ টাকা ৬৭ পয়সা এবং এনওসিএফপিএস ২ টাকা ৮৫ পয়সা। xyxy=(626,1120,804,1204)
company-report-text: দ্বিতীয় প্রান্তিকে কোম্পানিটির শেয়ার প্রতি আয় (ইপিএস) হয়েছে ৯ পয়সা; গত অর্থবছরের একই সময়ে যা ছিল ৬ পয়সা। ৬ মাসে ইপিএস হয়েছে ২১ পয়সা। এনএভি হয়েছে ১২ টাকা ৬৪ পয়সা এবং এনওসিএফপিএস ৪ টাকা ১৮ পয়সা। xyxy=(626,1383,804,1455)
company-name: শাশা ডেনিমস: xyxy=(817,1253,875,1264)
company-report xyxy=(626,149,803,306)
company-name: তিতাস গ্যাস: xyxy=(626,1459,680,1470)
article-headline: এক নজরে ৫৮ কোম্পানির xyxy=(421,842,601,862)
company-name: পদ্মা অয়েল: xyxy=(626,1734,677,1745)
company-entries xyxy=(411,886,611,1475)
company-report-text: কোম্পানিটির পর্ষদ সভায় দ্বিতীয় প্রান্তিকসহ ছয় মাসের আর্থিক প্রতিবেদন অনুমোদিত হয়েছে। দ্বিতীয় প্রান্তিকে ইপিএস হয়েছে ১ টাকা ৫৩ পয়সা, যা আগের বছরের একই সময়ে ছিল ১ টাকা ২২ পয়সা। ৬ মাসে ইপিএস হয়েছে ২ টাকা ৯৪ পয়সা। এনএভি দাঁড়িয়েছে ৩৬ টাকা ৭৫ পয়সা। xyxy=(817,537,995,620)
company-name: একমি ল্যাবরেটরিজ: xyxy=(626,310,717,321)
company-report-text: তৃতীয় প্রান্তিকে (অক্টোবর'২২-ডিসেম্বর'২২) কোম্পানিটির ইপিএস হয়েছে ২৪ টাকা ২ পয়সা, যা গত অর্থবছরের একই সময়ে ছিল ২২ টাকা ৬০ পয়সা। ৯ মাসে ইপিএস হয়েছে ৯২ টাকা ১৮ পয়সা। এনএভি হয়েছে ৬৬ টাকা ৪৩ পয়সা। পর্ষদ ১০০ শতাংশ অন্তর্বর্তী নগদ লভ্যাংশ ঘোষণা করেছে। xyxy=(817,186,995,282)
article-companies-glance xyxy=(411,835,611,1478)
company-report xyxy=(626,1283,803,1380)
company-report-text: দ্বিতীয় প্রান্তিকে কোম্পানিটির শেয়ার প্রতি লোকসান হয়েছে ২২ পয়সা। গত অর্থবছরের একই সময়ে আয় ছিল ১৮ পয়সা। ৩১ ডিসেম্বর ২০২২ শেষে এনএভি দাঁড়িয়েছে ১৩ টাকা ৫ পয়সা। xyxy=(411,1427,611,1473)
company-name: ইবনে সিনা: xyxy=(626,758,675,769)
article-headline: নোয়াখালীতে ৩২৪ সরকারি ফ্ল্যাটের উদ্বোধন করলেন প্রধানমন্ত্রী xyxy=(412,90,610,167)
company-report xyxy=(626,310,803,431)
company-report-text: দ্বিতীয় প্রান্তিকে কোম্পানিটির শেয়ার প্রতি আয় (ইপিএস) হয়েছে ১ টাকা ৯৬ পয়সা। গত অর্থবছরের একই সময়ে ইপিএস ছিল ২ টাকা ৪৫ পয়সা। ৬ মাসে ইপিএস হয়েছে ৩ টাকা ৮০ পয়সা। ৩১ ডিসেম্বর ২০২২ শেষে এনএভি দাঁড়িয়েছে ১২৯ টাকা ৩৭ পয়সা। xyxy=(817,461,995,533)
article-byline: প্রথম পৃষ্ঠার পর xyxy=(177,1145,233,1156)
company-name: ইউনাইটেড পাওয়ার: xyxy=(817,1329,909,1340)
article-headline: ঢাকায় আসছেন ভারতের পররাষ্ট্রসচিব xyxy=(76,1543,334,1563)
company-report-text: দ্বিতীয় প্রান্তিকে (অক্টোবর'২২-ডিসেম্বর'২২) কোম্পানিটির শেয়ার প্রতি আয় (ইপিএস) হয়েছে ৫ টাকা ৩০ পয়সা, যা গত অর্থবছরের একই সময়ে ছিল ৪ টাকা ৯৬ পয়সা। ৬ মাসে ইপিএস হয়েছে ১০ টাকা ৬৮ পয়সা। ৩১ ডিসেম্বর ২০২২ শেষে এনএভি হয়েছে ১১৮ টাকা ৫৬ পয়সা এবং এনওসিএফপিএস ছিল ৮ টাকা ৬৪ পয়সা। xyxy=(626,546,804,642)
company-name: সোনালী পেপার: xyxy=(817,625,880,636)
company-name: এডিএন টেলিকম: xyxy=(626,1120,710,1131)
company-report xyxy=(411,886,611,945)
company-name: লুব-রেফ বাংলাদেশ: xyxy=(411,1070,489,1081)
date-gregorian: ৩১ জানুয়ারি ২০২৩ xyxy=(16,50,99,62)
page-number: ২ xyxy=(211,24,230,55)
company-report xyxy=(411,1428,611,1475)
company-name: নাভানা সিএনজি: xyxy=(817,700,884,711)
company-report-text: কোম্পানিটির পর্ষদ সভায় ছয় মাসের আর্থিক প্রতিবেদন অনুমোদিত হয়েছে। দ্বিতীয় প্রান্তিকে শেয়ার প্রতি আয় (ইপিএস) হয়েছে ১২ টাকা ১৮ পয়সা। গত অর্থবছরের একই সময়ে ইপিএস ছিল ১৩ টাকা ৫ পয়সা। ৬ মাসে (জুলাই'২২-ডিসেম্বর'২২) ইপিএস হয়েছে ২৪ টাকা ৪২ পয়সা, যা আগের বছরের একই সময়ে ছিল ২৬ টাকা ১০ পয়সা। এনএভি দাঁড়িয়েছে ২৬৮ টাকা ৭৪ পয়সা। xyxy=(626,646,804,753)
section-title: খবরের শেষাংশ xyxy=(261,18,451,53)
company-name: ওরিয়ন ইনফিউশন: xyxy=(626,845,700,856)
company-report xyxy=(817,373,994,458)
company-report-text: দ্বিতীয় প্রান্তিকে কোম্পানিটির শেয়ার প্রতি লোকসান (ইপিএস) হয়েছে ১ টাকা ৩ পয়সা। গত অর্থবছরের একই সময়ে লোকসান ছিল ৮৬ পয়সা। ৬ মাসে শেয়ার প্রতি লোকসান দাঁড়িয়েছে ১ টাকা ৯৪ পয়সা। ৩১ ডিসেম্বর ২০২২ শেষে এনএভি হয়েছে ২১ টাকা ৩০ পয়সা। xyxy=(817,1655,995,1739)
company-report xyxy=(626,545,803,642)
company-name: ভিএফএস থ্রেড ডাইং: xyxy=(411,1378,497,1388)
company-report-text: দ্বিতীয় প্রান্তিকে কোম্পানিটির শেয়ার প্রতি লোকসান (ইপিএস) হয়েছে ৭৮ পয়সা। গত অর্থবছরের একই সময়ে লোকসান ছিল ৬৪ পয়সা। ৬ মাসে শেয়ার প্রতি লোকসান দাঁড়িয়েছে ১ টাকা ৪২ পয়সা। xyxy=(411,1205,611,1262)
company-report xyxy=(626,86,803,146)
article-headline: ডিএসইতে দর পতনের শীর্ষে xyxy=(110,88,300,108)
masthead xyxy=(14,10,1186,74)
company-report xyxy=(817,86,994,183)
left-articles-section xyxy=(14,82,396,1826)
article-body: বলে মন্তব্য করেছেন বক্তারা। গতকাল সোমবার বিকেলে জাতীয় জাদুঘরের প্রধান মিলনায়তনে আয়োজিত আলোচনা সভায় তাঁরা বলেন, ভাষা আন্দোলনের মধ্য দিয়ে বাঙালির আত্মপরিচয়ের যে জাগরণ ঘটেছিল, মহান মুক্তিযুদ্ধের মধ্য দিয়ে তা পূর্ণতা পেয়েছে। নতুন প্রজন্মের মধ্যে সেই চেতনা ছড়িয়ে দিতে হবে। সংস্কৃতিচর্চার মাধ্যমে অসাম্প্রদায়িক চেতনার বিকাশ ঘটাতে হবে; জেলায় জেলায় সাংস্কৃতিক আয়োজন দরকার। জেলা প্রশাসন আয়োজিত এ উৎসবে কবিতা আবৃত্তি, সংগীত ও নৃত্য পরিবেশিত হয়। আয়োজকেরা জানান, সপ্তাহব্যাপী এ উৎসব চলবে আগামী রোববার পর্যন্ত। সমাপনী দিনে গুণীজন সংবর্ধনার আয়োজন থাকবে বলেও জানানো হয়। xyxy=(14,1162,396,1250)
company-name: স্কয়ার ফার্মা: xyxy=(626,546,676,557)
article xyxy=(14,82,396,182)
company-report-text: তৃতীয় প্রান্তিকে কোম্পানিটির শেয়ার প্রতি আয় (ইপিএস) হয়েছে ১৪ টাকা ৭৭ পয়সা। গত অর্থবছরের একই সময়ে ইপিএস ছিল ১৬ টাকা ৪২ পয়সা। ৯ মাসে (এপ্রিল'২২-ডিসেম্বর'২২) ইপিএস হয়েছে ৪৪ টাকা ৩ পয়সা। ৩১ ডিসেম্বর ২০২২ শেষে এনএভি দাঁড়িয়েছে ২৪৮ টাকা ১৬ পয়সা। xyxy=(817,286,995,370)
company-name: মালেক স্পিনিং: xyxy=(817,1178,877,1189)
article-body: ব্যবস্থাপনায় সবাই মিলে কাজ করলে দেশের পুঁজিবাজার অনেক দূর এগিয়ে যাবে বলে মন্তব্য করেন বক্তারা। তাঁরা বলেন, দেশের অর্থনীতির আকার প্রতিনিয়ত বড় হচ্ছে; কিন্তু সেই তুলনায় পুঁজিবাজারের গভীরতা বাড়েনি। দীর্ঘমেয়াদি অর্থায়নের নির্ভরযোগ্য উৎস হিসেবে পুঁজিবাজারকে গড়ে তুলতে হলে নিয়ন্ত্রক সংস্থা, স্টক এক্সচেঞ্জ ও বাজার মধ্যস্থতাকারী প্রতিষ্ঠানগুলোকে একসাথে কাজ করতে হবে। ভালো মৌলভিত্তির কোম্পানিকে বাজারে তালিকাভুক্ত করতে প্রণোদনা দেওয়ার পাশাপাশি বিনিয়োগকারীদের আস্থা ফেরানোর উদ্যোগ নিতে হবে। বিএসইসির চেয়ারম্যান অধ্যাপক শিবলী রুবাইয়াত-উল-ইসলাম বলেন, বিনিয়োগকারীদের স্বার্থ সুরক্ষায় কমিশন নানামুখী পদক্ষেপ নিয়েছে। ডিজিটাল রূপান্তরের অংশ হিসেবে লেনদেন নিষ্পত্তির সময় কমিয়ে আনা হয়েছে, চালু হয়েছে অনলাইন বিও হিসাব খোলার সুবিধা। বন্ড মার্কেট, এসএমই প্ল্যাটফর্ম ও অল্টারনেটিভ ট্রেডিং বোর্ড চালুর মধ্য দিয়ে বাজারে নতুন নতুন পণ্য যুক্ত হয়েছে। বিদেশি বিনিয়োগ আকর্ষণে যুক্তরাষ্ট্র, যুক্তরাজ্য, সংযুক্ত আরব আমিরাতসহ বিভিন্ন দেশে রোড শো আয়োজন করা হয়েছে। তিনি আরও বলেন, সামনের দিনগুলোতে ডেরিভেটিভস, কমোডিটি এক্সচেঞ্জসহ আধুনিক সব পণ্য চালুর পরিকল্পনা রয়েছে কমিশনের। অনুষ্ঠানে ঢাকা স্টক এক্সচেঞ্জের চেয়ারম্যান, চট্টগ্রাম স্টক এক্সচেঞ্জের শীর্ষ কর্মকর্তা এবং মার্চেন্ট ব্যাংকার্স অ্যাসোসিয়েশনের নেতারা উপস্থিত ছিলেন। সভাপতির বক্তব্যে ডিবিএ সভাপতি বলেন, তারল্য-সংকট কাটাতে নীতিগত সহায়তা এখন সময়ের দাবি। পরে অতিথিরা প্রশ্নোত্তর পর্বে অংশ নেন এবং বাজার উন্নয়নে বিভিন্ন প্রস্তাব তুলে ধরেন। xyxy=(14,538,396,739)
company-report-text: দ্বিতীয় প্রান্তিকে কোম্পানিটির শেয়ার প্রতি আয় (ইপিএস) হয়েছে ৫৮ পয়সা। গত অর্থবছরের একই সময়ে ইপিএস ছিল ১ টাকা ৫ পয়সা। ৬ মাসে ইপিএস হয়েছে ১ টাকা ১২ পয়সা। এনএভি হয়েছে ৫৫ টাকা ৭০ পয়সা এবং এনওসিএফপিএস ২ টাকা ২৪ পয়সা। xyxy=(817,839,995,923)
company-report xyxy=(626,1733,803,1818)
company-name: মুন্নু সিরামিক: xyxy=(411,1266,469,1277)
company-report-text: কোম্পানিটির পর্ষদ সভায় সমাপ্ত হিসাববছরের নিরীক্ষিত আর্থিক প্রতিবেদন অনুমোদিত হয়েছে। আলোচ্য বছরে শেয়ার প্রতি আয় (ইপিএস) হয়েছে ২২ টাকা ২৯ পয়সা, যা আগের বছরে ছিল ২৫ টাকা ২৪ পয়সা। ৩১ ডিসেম্বর ২০২২ শেষে এনএভি দাঁড়িয়েছে ৩৫ টাকা ৮৫ পয়সা। পর্ষদ ১০৫ শতাংশ চূড়ান্ত নগদ লভ্যাংশের সুপারিশ করেছে। xyxy=(626,1284,804,1379)
article xyxy=(14,831,396,1107)
company-report xyxy=(817,1177,994,1250)
